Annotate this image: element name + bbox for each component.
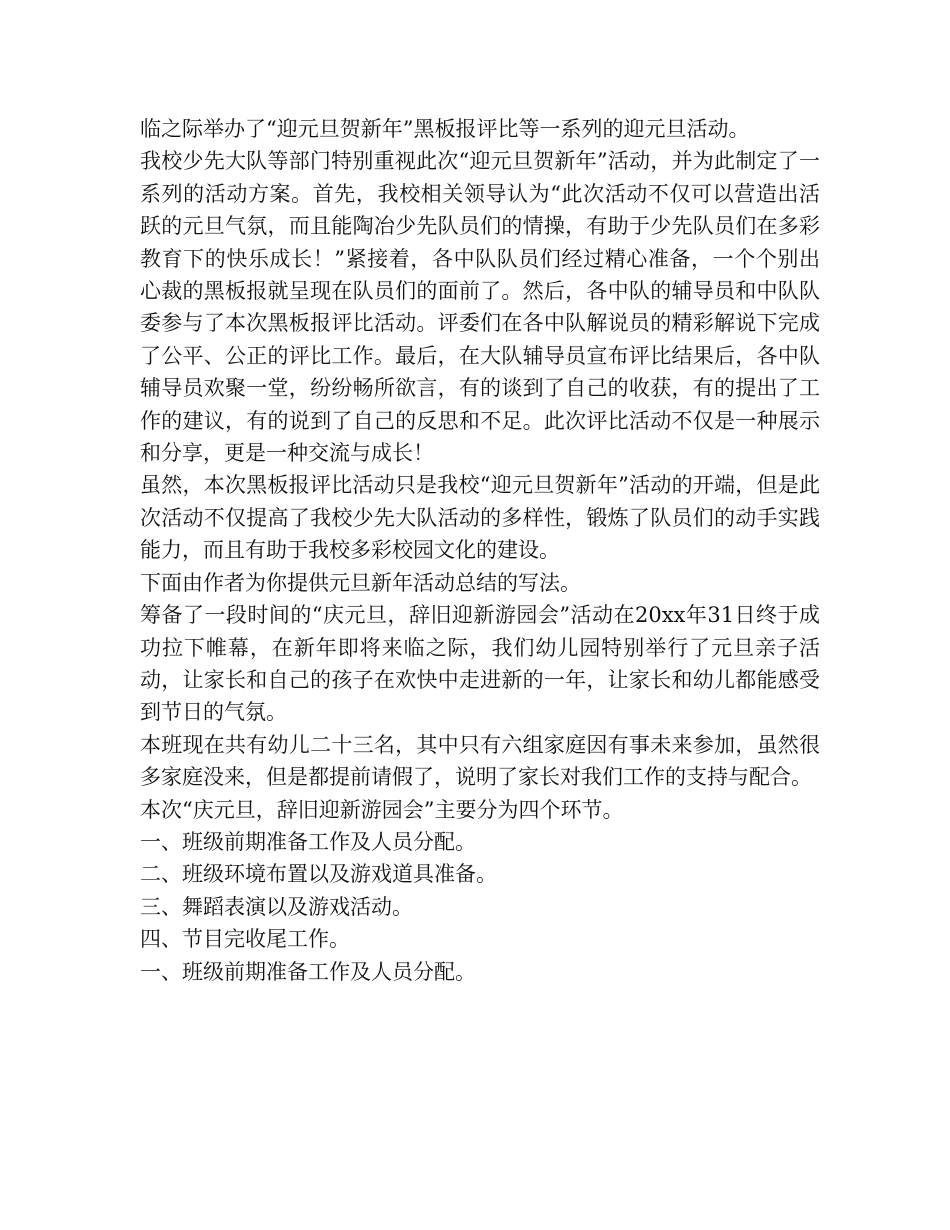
- list-item: 一、班级前期准备工作及人员分配。: [140, 829, 476, 854]
- paragraph: 本班现在共有幼儿二十三名，其中只有六组家庭因有事未来参加，虽然很多家庭没来，但是都提前请假了，说明了家长对我们工作的支持与配合。: [140, 732, 820, 790]
- section-heading: 一、班级前期准备工作及人员分配。: [140, 959, 476, 984]
- paragraph: 本次“庆元旦，辞旧迎新游园会”主要分为四个环节。: [140, 797, 624, 822]
- list-item: 二、班级环境布置以及游戏道具准备。: [140, 862, 497, 887]
- list-item: 四、节目完收尾工作。: [140, 927, 350, 952]
- paragraph: 虽然，本次黑板报评比活动只是我校“迎元旦贺新年”活动的开端，但是此次活动不仅提高了我校少先大队活动的多样性，锻炼了队员们的动手实践能力，而且有助于我校多彩校园文化的建设。: [140, 473, 820, 563]
- list-item: 三、舞蹈表演以及游戏活动。: [140, 894, 413, 919]
- paragraph: 筹备了一段时间的“庆元旦，辞旧迎新游园会”活动在20xx年31日终于成功拉下帷幕，在新年即将来临之际，我们幼儿园特别举行了元旦亲子活动，让家长和自己的孩子在欢快中走进新的一年，让家长和幼儿都能感受到节日的气氛。: [140, 603, 820, 725]
- paragraph: 临之际举办了“迎元旦贺新年”黑板报评比等一系列的迎元旦活动。: [140, 117, 750, 141]
- paragraph: 我校少先大队等部门特别重视此次“迎元旦贺新年”活动，并为此制定了一系列的活动方案。首先，我校相关领导认为“此次活动不仅可以营造出活跃的元旦气氛，而且能陶冶少先队员们的情操，有助于少先队员们在多彩教育下的快乐成长！”紧接着，各中队队员们经过精心准备，一个个别出心裁的黑板报就呈现在队员们的面前了。然后，各中队的辅导员和中队队委参与了本次黑板报评比活动。评委们在各中队解说员的精彩解说下完成了公平、公正的评比工作。最后，在大队辅导员宣布评比结果后，各中队辅导员欢聚一堂，纷纷畅所欲言，有的谈到了自己的收获，有的提出了工作的建议，有的说到了自己的反思和不足。此次评比活动不仅是一种展示和分享，更是一种交流与成长！: [140, 149, 820, 466]
- document-body: [140, 113, 820, 988]
- paragraph: 下面由作者为你提供元旦新年活动总结的写法。: [140, 570, 581, 595]
